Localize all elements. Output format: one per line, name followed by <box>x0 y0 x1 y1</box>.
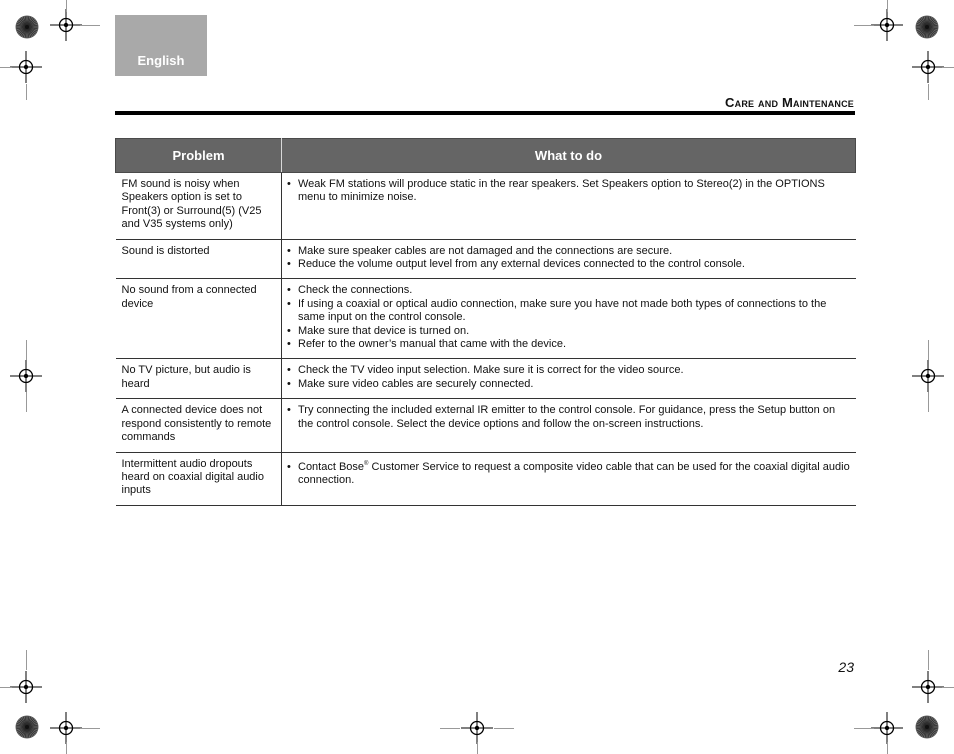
section-title: Care and Maintenance <box>725 95 854 110</box>
table-row <box>116 452 856 505</box>
color-calibration-icon <box>15 715 39 739</box>
header-rule <box>115 111 855 115</box>
crop-line <box>80 25 100 26</box>
registration-mark-icon <box>6 47 46 87</box>
solution-item: • Reduce the volume output level from any external devices connected to the control console. <box>287 258 852 271</box>
color-calibration-icon <box>915 15 939 39</box>
header-what-to-do: What to do <box>282 139 856 173</box>
solution-item: • Weak FM stations will produce static in the rear speakers. Set Speakers option to Stereo(2) in the OPTIONS menu to minimize noise. <box>287 178 852 205</box>
problem-cell: FM sound is noisy when Speakers option is set to Front(3) or Surround(5) (V25 and V35 systems only) <box>116 173 282 240</box>
crop-line <box>26 650 27 670</box>
language-tab <box>115 15 207 76</box>
crop-line <box>66 0 67 12</box>
problem-cell: A connected device does not respond consistently to remote commands <box>116 399 282 452</box>
crop-line <box>80 728 100 729</box>
solution-cell <box>282 399 856 452</box>
solution-cell <box>282 452 856 505</box>
solution-item: • Try connecting the included external IR emitter to the control console. For guidance, press the Setup button on the control console. Select the device options and follow the on-screen instructions. <box>287 404 852 431</box>
problem-cell: Intermittent audio dropouts heard on coaxial digital audio inputs <box>116 452 282 505</box>
crop-line <box>928 340 929 360</box>
solution-item: • Contact Bose® Customer Service to request a composite video cable that can be used for the coaxial digital audio connection. <box>287 461 852 488</box>
crop-line <box>494 728 514 729</box>
table-row <box>116 279 856 359</box>
problem-cell: Sound is distorted <box>116 239 282 279</box>
crop-line <box>928 650 929 670</box>
registration-mark-icon <box>6 667 46 707</box>
troubleshooting-table <box>115 138 856 506</box>
table-header-row <box>116 139 856 173</box>
crop-line <box>0 687 12 688</box>
table-row <box>116 239 856 279</box>
solution-item: • Make sure video cables are securely connected. <box>287 378 852 391</box>
crop-line <box>66 742 67 754</box>
problem-cell: No TV picture, but audio is heard <box>116 359 282 399</box>
solution-cell <box>282 239 856 279</box>
solution-item: • Make sure speaker cables are not damaged and the connections are secure. <box>287 245 852 258</box>
crop-line <box>887 0 888 12</box>
solution-item: • Make sure that device is turned on. <box>287 325 852 338</box>
crop-line <box>26 84 27 100</box>
crop-line <box>854 728 874 729</box>
registration-mark-icon <box>908 356 948 396</box>
crop-line <box>440 728 460 729</box>
registration-mark-icon <box>6 356 46 396</box>
solution-cell <box>282 359 856 399</box>
problem-cell: No sound from a connected device <box>116 279 282 359</box>
crop-line <box>928 392 929 412</box>
language-tab-label: English <box>137 53 185 68</box>
solution-item: • Check the connections. <box>287 284 852 297</box>
solution-item: • Check the TV video input selection. Make sure it is correct for the video source. <box>287 364 852 377</box>
crop-line <box>477 742 478 754</box>
solution-item: • Refer to the owner’s manual that came with the device. <box>287 338 852 351</box>
table-row <box>116 399 856 452</box>
table-row <box>116 359 856 399</box>
crop-line <box>854 25 874 26</box>
crop-line <box>26 392 27 412</box>
crop-line <box>942 687 954 688</box>
crop-line <box>26 340 27 360</box>
crop-line <box>942 67 954 68</box>
crop-line <box>887 742 888 754</box>
solution-cell <box>282 173 856 240</box>
crop-line <box>0 67 12 68</box>
crop-line <box>928 84 929 100</box>
page-number: 23 <box>838 659 854 675</box>
table-row <box>116 173 856 240</box>
solution-item: • If using a coaxial or optical audio connection, make sure you have not made both types of connections to the same input on the control console. <box>287 298 852 325</box>
solution-cell <box>282 279 856 359</box>
color-calibration-icon <box>915 715 939 739</box>
color-calibration-icon <box>15 15 39 39</box>
header-problem: Problem <box>116 139 282 173</box>
